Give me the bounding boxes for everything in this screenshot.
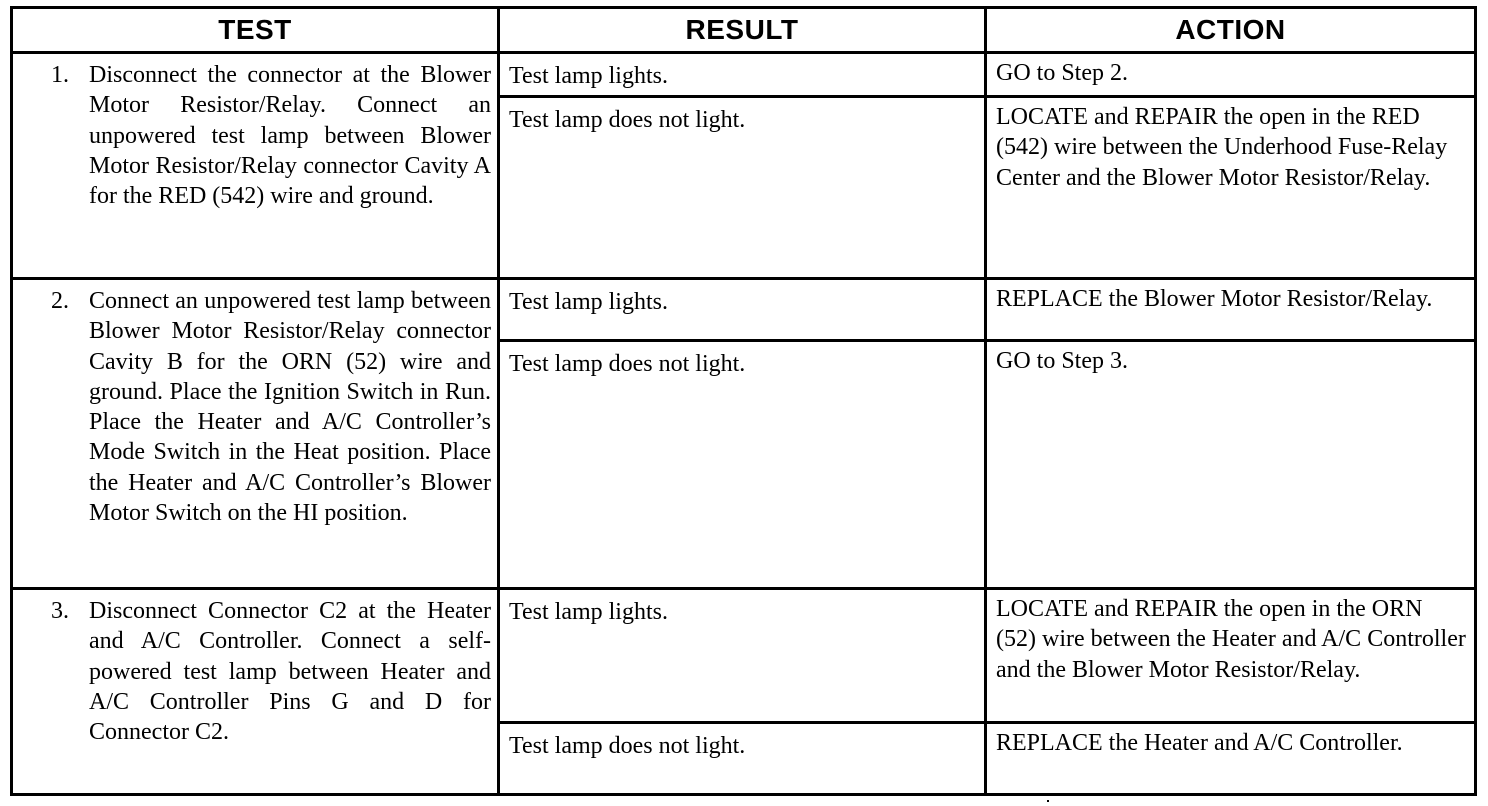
table-row [12, 53, 1476, 97]
diagnostic-table [10, 6, 1477, 796]
step-2-action-1: REPLACE the Blower Motor Resistor/Relay. [986, 279, 1476, 341]
step-number: 1. [51, 62, 69, 88]
step-2-test-cell [12, 279, 499, 589]
step-3-action-1: LOCATE and REPAIR the open in the ORN (52) wire between the Heater and A/C Controller and the Blower Motor Resistor/Relay. [986, 589, 1476, 723]
step-3-result-1: Test lamp lights. [499, 589, 986, 723]
header-action: ACTION [986, 8, 1476, 53]
step-3-test-cell [12, 589, 499, 795]
step-3-test-text: Disconnect Connector C2 at the Heater and A/C Controller. Connect a self-powered test lamp between Heater and A/C Controller Pins G and D for Connector C2. [89, 598, 491, 746]
step-3-action-2: REPLACE the Heater and A/C Controller. [986, 723, 1476, 795]
header-test: TEST [12, 8, 499, 53]
step-number: 3. [51, 598, 69, 624]
step-2-result-2: Test lamp does not light. [499, 341, 986, 589]
table-row [12, 279, 1476, 341]
step-1-result-1: Test lamp lights. [499, 53, 986, 97]
step-3-result-2: Test lamp does not light. [499, 723, 986, 795]
step-1-result-2: Test lamp does not light. [499, 97, 986, 279]
step-2-test-text: Connect an unpowered test lamp between Blower Motor Resistor/Relay connector Cavity B for the ORN (52) wire and ground. Place the Ignition Switch in Run. Place the Heater and A/C Controller’s Mode Switch in the Heat position. Place the Heater and A/C Controller’s Blower Motor Switch on the HI position. [89, 288, 491, 527]
step-2-action-2: GO to Step 3. [986, 341, 1476, 589]
step-2-result-1: Test lamp lights. [499, 279, 986, 341]
step-1-action-2: LOCATE and REPAIR the open in the RED (542) wire between the Underhood Fuse-Relay Center and the Blower Motor Resistor/Relay. [986, 97, 1476, 279]
scan-speck [1047, 800, 1049, 802]
step-1-action-1: GO to Step 2. [986, 53, 1476, 97]
header-row [12, 8, 1476, 53]
step-1-test-text: Disconnect the connector at the Blower Motor Resistor/Relay. Connect an unpowered test lamp between Blower Motor Resistor/Relay connector Cavity A for the RED (542) wire and ground. [89, 62, 491, 210]
step-number: 2. [51, 288, 69, 314]
header-result: RESULT [499, 8, 986, 53]
table-row [12, 589, 1476, 723]
step-1-test-cell [12, 53, 499, 279]
